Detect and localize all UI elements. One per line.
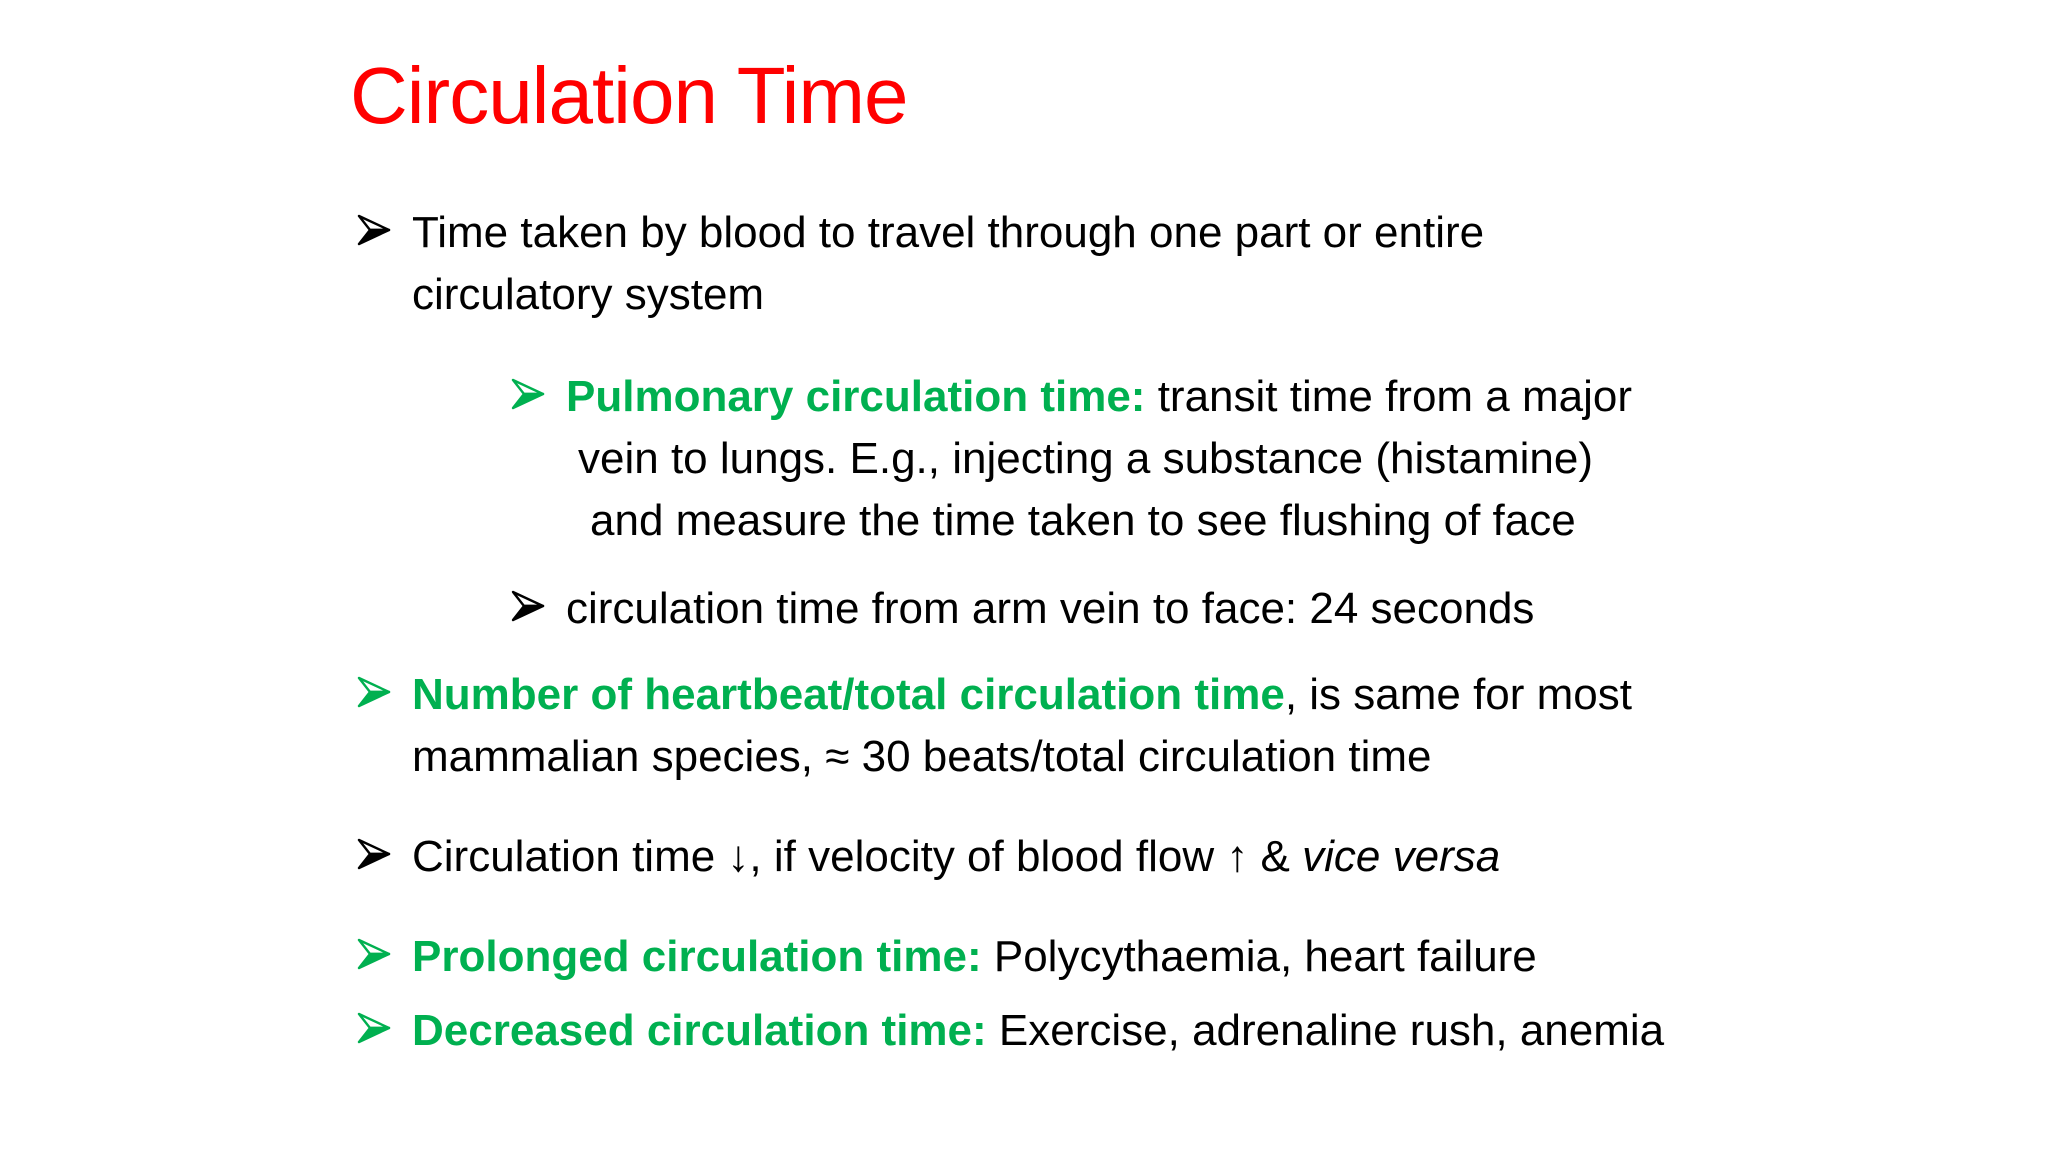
bullet-line: Time taken by blood to travel through one part or entire: [412, 208, 1485, 257]
arrow-bullet-icon: [356, 836, 392, 872]
bullet-text: [412, 926, 1537, 988]
highlight-label: Decreased circulation time:: [412, 1006, 987, 1055]
bullet-heartbeat: [356, 664, 1632, 788]
arrow-bullet-icon: [356, 1010, 392, 1046]
bullet-text: circulation time from arm vein to face: 24 seconds: [566, 584, 1535, 633]
bullet-text-rest: Exercise, adrenaline rush, anemia: [986, 1006, 1665, 1055]
bullet-text: [566, 366, 1632, 552]
bullet-text-rest: , is same for most: [1284, 670, 1632, 719]
bullet-text: [412, 826, 1500, 888]
bullet-text-pre: Circulation time ↓, if velocity of blood flow ↑ &: [412, 832, 1303, 881]
bullet-line: circulatory system: [412, 270, 765, 319]
bullet-line: [566, 366, 1632, 428]
bullet-line: and measure the time taken to see flushing of face: [590, 496, 1576, 545]
bullet-decreased: [356, 1000, 1664, 1062]
bullet-text: [412, 202, 1484, 326]
arrow-bullet-icon: [356, 212, 392, 248]
arrow-bullet-icon: [356, 674, 392, 710]
highlight-label: Pulmonary circulation time:: [566, 372, 1146, 421]
bullet-line: [412, 664, 1632, 726]
bullet-text-rest: transit time from a major: [1145, 372, 1633, 421]
arrow-bullet-icon: [510, 376, 546, 412]
sub-bullet-pulmonary: [510, 366, 1632, 552]
italic-text: vice versa: [1302, 832, 1501, 881]
highlight-label: Number of heartbeat/total circulation time: [412, 670, 1285, 719]
bullet-definition: [356, 202, 1484, 326]
highlight-label: Prolonged circulation time:: [412, 932, 982, 981]
bullet-text: [412, 1000, 1664, 1062]
bullet-line: mammalian species, ≈ 30 beats/total circulation time: [412, 732, 1432, 781]
slide-title: Circulation Time: [350, 51, 908, 140]
sub-bullet-arm-to-face: [510, 578, 1534, 640]
bullet-prolonged: [356, 926, 1537, 988]
bullet-text: [412, 664, 1632, 788]
bullet-line: vein to lungs. E.g., injecting a substance (histamine): [578, 434, 1593, 483]
arrow-bullet-icon: [356, 936, 392, 972]
bullet-velocity: [356, 826, 1500, 888]
bullet-text-rest: Polycythaemia, heart failure: [981, 932, 1537, 981]
arrow-bullet-icon: [510, 588, 546, 624]
